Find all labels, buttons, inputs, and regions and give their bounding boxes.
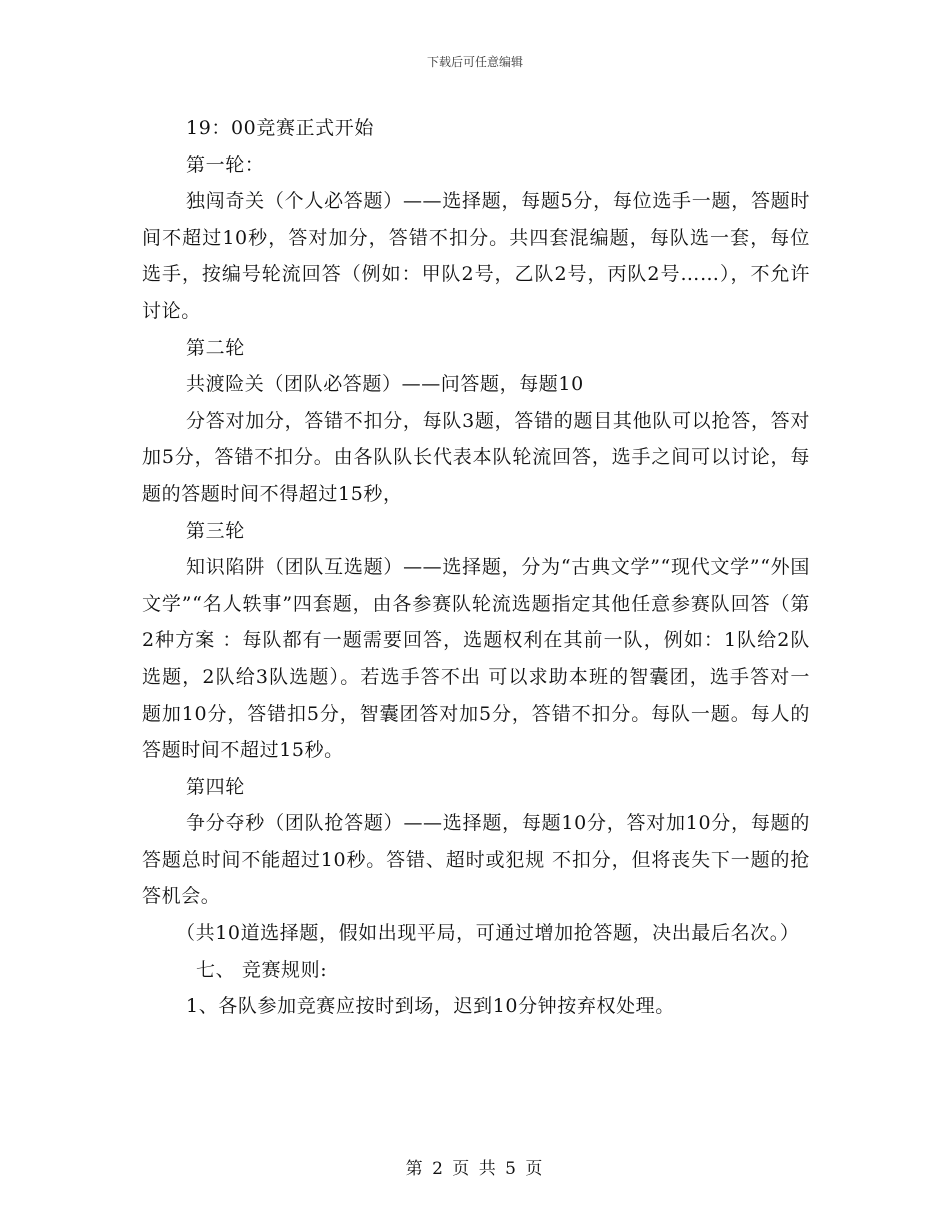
paragraph-tiebreak-note: （共10道选择题，假如出现平局，可通过增加抢答题，决出最后名次。） (176, 922, 800, 945)
section-heading-competition-rules: 七、 竞赛规则: (196, 958, 328, 981)
paragraph-round-3-heading: 第三轮 (186, 519, 245, 542)
paragraph-round-2-title: 共渡险关（团队必答题）——问答题，每题10 (186, 373, 584, 396)
document-body (142, 110, 810, 1025)
paragraph-round-4-heading: 第四轮 (186, 775, 245, 798)
page-header-note: 下载后可任意编辑 (426, 55, 523, 69)
paragraph-round-3-rules: 知识陷阱（团队互选题）——选择题，分为“古典文学”“现代文学”“外国文学”“名人轶事”四套题，由各参赛队轮流选题指定其他任意参赛队回答（第2种方案 ：每队都有一题需要回答，选题权利在其前一队，例如：1队给2队选题，2队给3队选题）。若选手答不出 可以求助本班的智囊团，选手答对一题加10分，答错扣5分，智囊团答对加5分，答错不扣分。每队一题。每人的答题时间不超过15秒。 (142, 556, 810, 762)
paragraph-rule-1: 1、各队参加竞赛应按时到场，迟到10分钟按弃权处理。 (186, 995, 675, 1018)
paragraph-start-time: 19：00竞赛正式开始 (186, 117, 374, 139)
paragraph-round-1-heading: 第一轮： (186, 153, 265, 176)
paragraph-round-2-heading: 第二轮 (186, 336, 245, 359)
page-number-footer: 第 2 页 共 5 页 (405, 1159, 545, 1179)
paragraph-round-4-rules: 争分夺秒（团队抢答题）——选择题，每题10分，答对加10分，每题的答题总时间不能超过10秒。答错、超时或犯规 不扣分，但将丧失下一题的抢答机会。 (142, 812, 810, 908)
paragraph-round-1-rules: 独闯奇关（个人必答题）——选择题，每题5分，每位选手一题，答题时间不超过10秒，答对加分，答错不扣分。共四套混编题，每队选一套，每位选手，按编号轮流回答（例如：甲队2号，乙队2号，丙队2号……），不允许讨论。 (142, 190, 810, 322)
paragraph-round-2-rules: 分答对加分，答错不扣分，每队3题，答错的题目其他队可以抢答，答对加5分，答错不扣分。由各队队长代表本队轮流回答，选手之间可以讨论，每题的答题时间不得超过15秒， (142, 409, 810, 505)
